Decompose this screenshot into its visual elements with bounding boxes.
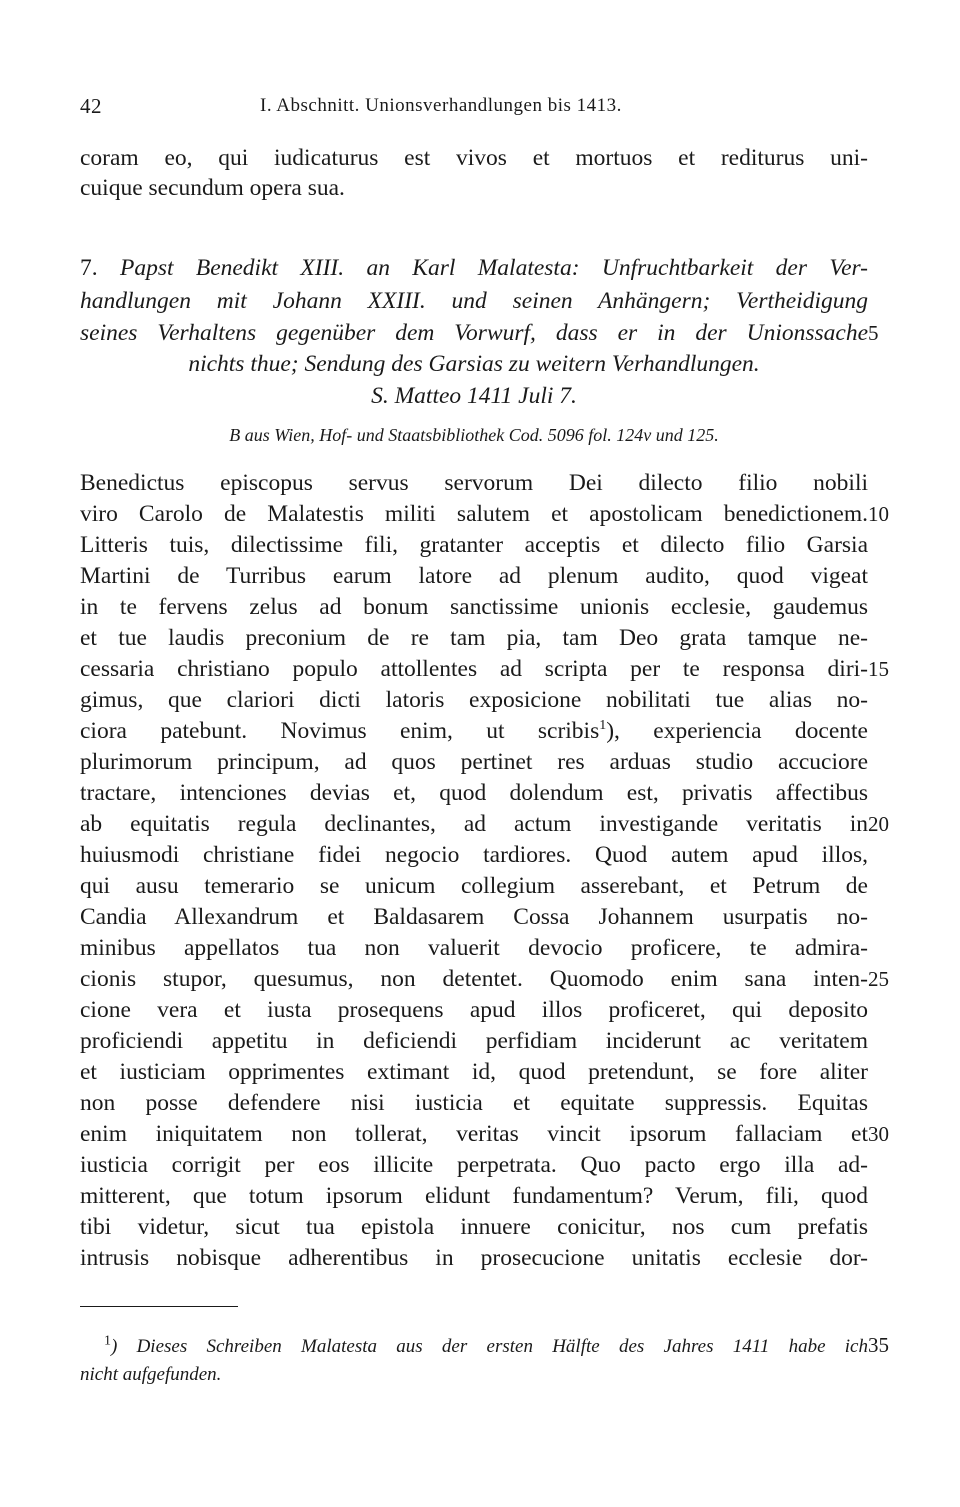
body-line: cione vera et iusta prosequens apud illos proficeret, qui deposito: [80, 997, 868, 1023]
body-line: plurimorum principum, ad quos pertinet res arduas studio accuciore: [80, 749, 868, 775]
body-line: mitterent, que totum ipsorum elidunt fundamentum? Verum, fili, quod: [80, 1183, 868, 1209]
line-number: 10: [868, 502, 889, 526]
body-line: [80, 716, 868, 746]
regest-text: Papst Benedikt XIII. an Karl Malatesta: Unfruchtbarkeit der Ver-: [119, 255, 868, 281]
body-line: minibus appellatos tua non valuerit devocio proficere, te admira-: [80, 935, 868, 961]
body-line: tibi videtur, sicut tua epistola innuere conicitur, nos cum prefatis: [80, 1214, 868, 1240]
body-line: viro Carolo de Malatestis militi salutem et apostolicam benedictionem.: [80, 501, 868, 527]
body-text: ciora patebunt. Novimus enim, ut scribis: [80, 718, 600, 744]
body-line: gimus, que clariori dicti latoris exposicione nobilitati tue alias no-: [80, 687, 868, 713]
body-line: cionis stupor, quesumus, non detentet. Quomodo enim sana inten-: [80, 966, 868, 992]
regest-line: [80, 253, 868, 283]
body-line: huiusmodi christiane fidei negocio tardiores. Quod autem apud illos,: [80, 842, 868, 868]
line-number: 20: [868, 812, 889, 836]
body-line: Martini de Turribus earum latore ad plenum audito, quod vigeat: [80, 563, 868, 589]
body-line: qui ausu temerario se unicum collegium asserebant, et Petrum de: [80, 873, 868, 899]
body-line: ab equitatis regula declinantes, ad actum investigande veritatis in: [80, 811, 868, 837]
line-number: 15: [868, 657, 889, 681]
running-title: I. Abschnitt. Unionsverhandlungen bis 1413.: [260, 95, 622, 116]
body-line: Benedictus episcopus servus servorum Dei dilecto filio nobili: [80, 470, 868, 496]
regest-line: nichts thue; Sendung des Garsias zu weitern Verhandlungen.: [188, 351, 760, 377]
body-text: ), experiencia docente: [606, 718, 868, 744]
regest-line: handlungen mit Johann XXIII. und seinen Anhängern; Vertheidigung: [80, 288, 868, 314]
body-line: non posse defendere nisi iusticia et equitate suppressis. Equitas: [80, 1090, 868, 1116]
body-line: Candia Allexandrum et Baldasarem Cossa Johannem usurpatis no-: [80, 904, 868, 930]
line-number: 30: [868, 1122, 889, 1146]
body-line: proficiendi appetitu in deficiendi perfidiam inciderunt ac veritatem: [80, 1028, 868, 1054]
footnote-line: [104, 1333, 868, 1361]
body-line: tractare, intenciones devias et, quod dolendum est, privatis affectibus: [80, 780, 868, 806]
document-number: 7.: [80, 255, 98, 281]
body-line: iusticia corrigit per eos illicite perpetrata. Quo pacto ergo illa ad-: [80, 1152, 868, 1178]
body-line: intrusis nobisque adherentibus in prosecucione unitatis ecclesie dor-: [80, 1245, 868, 1271]
line-number: 25: [868, 967, 889, 991]
place-date: S. Matteo 1411 Juli 7.: [371, 383, 577, 409]
body-line: et iusticiam opprimentes extimant id, quod pretendunt, se fore aliter: [80, 1059, 868, 1085]
intro-line: coram eo, qui iudicaturus est vivos et mortuos et rediturus uni-: [80, 145, 868, 171]
source-note: B aus Wien, Hof- und Staatsbibliothek Cod. 5096 fol. 124v und 125.: [229, 425, 719, 445]
footnote-line: nicht aufgefunden.: [80, 1364, 222, 1385]
body-line: cessaria christiano populo attollentes ad scripta per te responsa diri-: [80, 656, 868, 682]
body-line: et tue laudis preconium de re tam pia, tam Deo grata tamque ne-: [80, 625, 868, 651]
footnote-text: ) Dieses Schreiben Malatesta aus der ersten Hälfte des Jahres 1411 habe ich: [111, 1336, 868, 1357]
body-line: enim iniquitatem non tollerat, veritas vincit ipsorum fallaciam et: [80, 1121, 868, 1147]
intro-line: cuique secundum opera sua.: [80, 175, 345, 201]
footnote-ref: 1: [599, 718, 607, 734]
body-line: in te fervens zelus ad bonum sanctissime unionis ecclesie, gaudemus: [80, 594, 868, 620]
body-line: Litteris tuis, dilectissime fili, gratanter acceptis et dilecto filio Garsia: [80, 532, 868, 558]
footnote-rule: [80, 1306, 238, 1307]
line-number: 5: [868, 321, 879, 345]
footnote-marker: 1: [104, 1333, 111, 1349]
running-header: [80, 94, 870, 124]
page-number: 42: [80, 94, 102, 118]
line-number: 35: [868, 1333, 889, 1357]
regest-line: seines Verhaltens gegenüber dem Vorwurf, dass er in der Unionssache: [80, 320, 868, 346]
